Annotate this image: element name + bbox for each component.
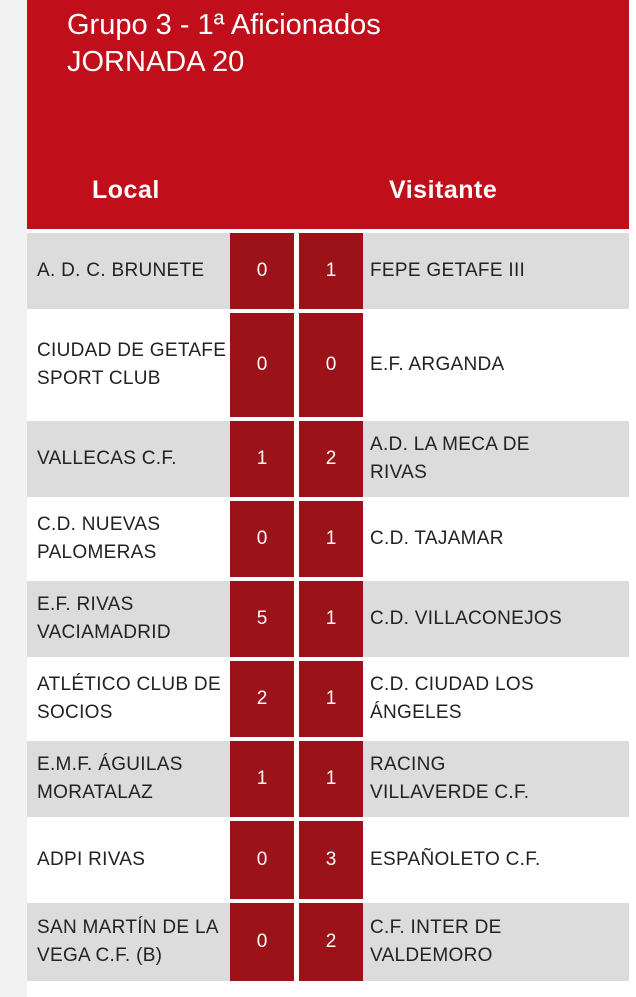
home-team: C.D. NUEVAS PALOMERAS xyxy=(37,514,161,563)
away-score: 1 xyxy=(299,501,363,577)
away-team: C.D. CIUDAD LOS ÁNGELES xyxy=(370,674,534,723)
home-team: ADPI RIVAS xyxy=(37,849,146,870)
home-score: 0 xyxy=(230,821,294,899)
home-team: ATLÉTICO CLUB DE SOCIOS xyxy=(37,674,221,723)
home-score: 0 xyxy=(230,313,294,417)
home-score: 5 xyxy=(230,581,294,657)
home-team: CIUDAD DE GETAFE SPORT CLUB xyxy=(37,340,227,389)
away-team: A.D. LA MECA DE RIVAS xyxy=(370,434,530,483)
group-title: Grupo 3 - 1ª Aficionados xyxy=(67,9,381,41)
away-score: 1 xyxy=(299,741,363,817)
results-header xyxy=(27,0,629,229)
away-team: C.D. TAJAMAR xyxy=(370,528,504,549)
home-team: E.F. RIVAS VACIAMADRID xyxy=(37,594,171,643)
away-team: ESPAÑOLETO C.F. xyxy=(370,849,541,870)
match-row xyxy=(27,313,629,417)
home-score: 0 xyxy=(230,233,294,309)
visitor-column-label: Visitante xyxy=(389,176,498,204)
away-team: C.F. INTER DE VALDEMORO xyxy=(370,917,502,966)
match-row xyxy=(27,903,629,981)
home-score: 0 xyxy=(230,903,294,981)
match-row xyxy=(27,581,629,657)
match-row xyxy=(27,821,629,899)
home-team: SAN MARTÍN DE LA VEGA C.F. (B) xyxy=(37,917,218,966)
local-column-label: Local xyxy=(92,176,160,204)
away-score: 2 xyxy=(299,903,363,981)
away-score: 1 xyxy=(299,581,363,657)
away-score: 1 xyxy=(299,661,363,737)
matchday-title: JORNADA 20 xyxy=(67,46,245,78)
away-score: 3 xyxy=(299,821,363,899)
home-score: 1 xyxy=(230,741,294,817)
match-list xyxy=(27,233,629,985)
away-score: 2 xyxy=(299,421,363,497)
left-margin-strip xyxy=(0,0,27,997)
away-team: RACING VILLAVERDE C.F. xyxy=(370,754,530,803)
home-team: VALLECAS C.F. xyxy=(37,448,177,469)
home-team: A. D. C. BRUNETE xyxy=(37,260,205,281)
away-team: E.F. ARGANDA xyxy=(370,354,505,375)
away-score: 1 xyxy=(299,233,363,309)
match-row xyxy=(27,233,629,309)
away-team: FEPE GETAFE III xyxy=(370,260,526,281)
home-score: 0 xyxy=(230,501,294,577)
home-score: 1 xyxy=(230,421,294,497)
match-row xyxy=(27,741,629,817)
home-score: 2 xyxy=(230,661,294,737)
away-score: 0 xyxy=(299,313,363,417)
match-row xyxy=(27,661,629,737)
home-team: E.M.F. ÁGUILAS MORATALAZ xyxy=(37,754,183,803)
match-row xyxy=(27,501,629,577)
match-row xyxy=(27,421,629,497)
away-team: C.D. VILLACONEJOS xyxy=(370,608,562,629)
